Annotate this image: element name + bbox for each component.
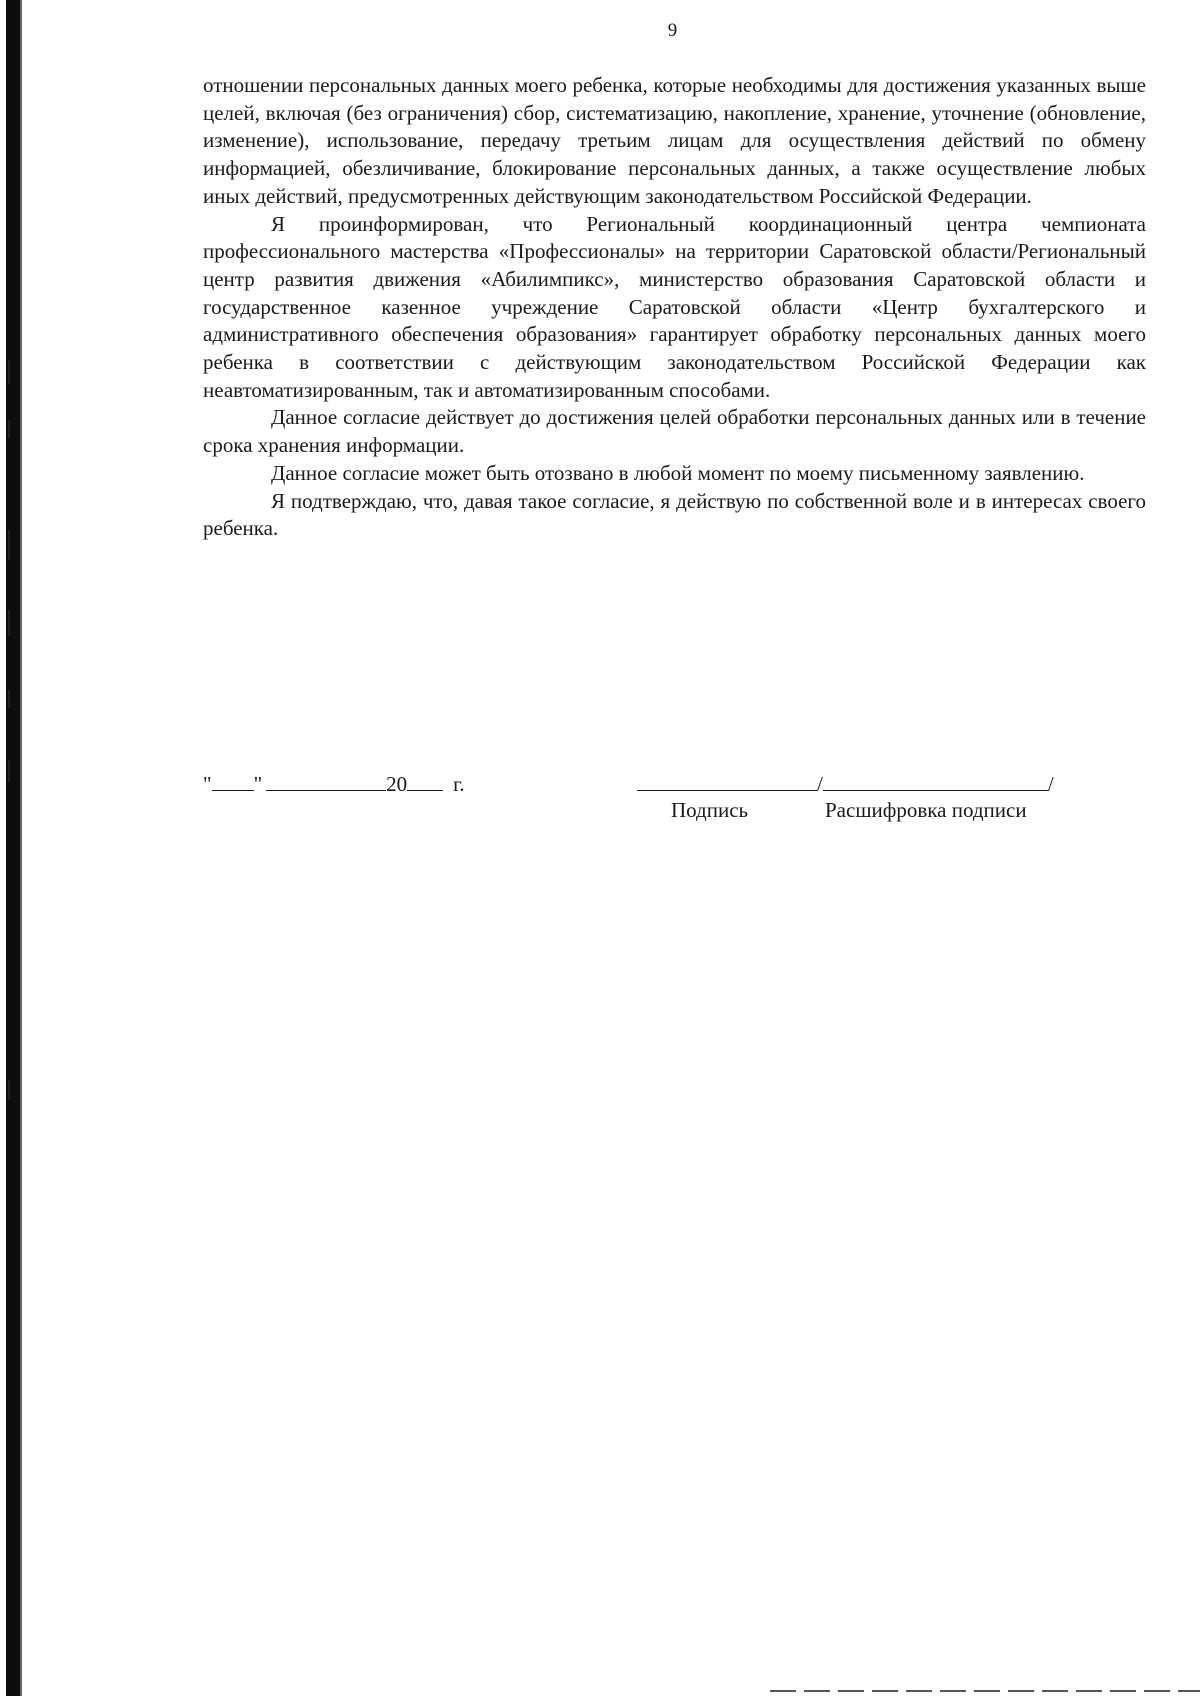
signature-blank-line[interactable] bbox=[637, 770, 817, 791]
scan-artifact-mark bbox=[8, 360, 10, 384]
paragraph-guarantee: Я проинформирован, что Региональный координационный центра чемпионата профессионального мастерства «Профессионалы» на территории Саратовской области/Региональный центр развития движения «Абилимпикс», министерство образования Саратовской области и государственное казенное учреждение Саратовской области «Центр бухгалтерского и административного обеспечения образования» гарантирует обработку персональных данных моего ребенка в соответствии с действующим законодательством Российской Федерации как неавтоматизированным, так и автоматизированным способами. bbox=[203, 211, 1146, 402]
year-blank-line[interactable] bbox=[407, 770, 443, 791]
year-suffix: г. bbox=[453, 772, 465, 796]
day-blank-line[interactable] bbox=[212, 770, 254, 791]
month-blank-line[interactable] bbox=[266, 770, 386, 791]
paragraph-confirmation: Я подтверждаю, что, давая такое согласие, я действую по собственной воле и в интересах своего ребенка. bbox=[203, 488, 1146, 541]
paragraph-validity: Данное согласие действует до достижения целей обработки персональных данных или в течение срока хранения информации. bbox=[203, 405, 1146, 458]
scan-artifact-mark bbox=[8, 610, 10, 636]
scan-artifact-mark bbox=[8, 1080, 10, 1100]
date-open-quote: " bbox=[203, 772, 212, 796]
signature-decryption-blank-line[interactable] bbox=[823, 770, 1048, 791]
signature-block bbox=[203, 770, 1146, 830]
closing-slash: / bbox=[1047, 772, 1054, 796]
scan-footer-artifact bbox=[770, 1690, 1200, 1692]
scan-edge-shadow bbox=[6, 0, 20, 1696]
paragraph-revocation: Данное согласие может быть отозвано в любой момент по моему письменному заявлению. bbox=[271, 460, 1085, 485]
scan-artifact-mark bbox=[8, 690, 10, 708]
signature-label: Подпись bbox=[671, 798, 749, 822]
signature-fields bbox=[637, 770, 1054, 797]
separator-slash: / bbox=[817, 772, 823, 796]
year-prefix: 20 bbox=[386, 772, 408, 796]
document-body bbox=[203, 72, 1146, 543]
page-number: 9 bbox=[667, 20, 678, 41]
signature-decryption-label: Расшифровка подписи bbox=[825, 798, 1027, 822]
paragraph-continuation: отношении персональных данных моего ребенка, которые необходимы для достижения указанных выше целей, включая (без ограничения) сбор, систематизацию, накопление, хранение, уточнение (обновление, изменение), использование, передачу третьим лицам для осуществления действий по обмену информацией, обезличивание, блокирование персональных данных, а также осуществление любых иных действий, предусмотренных действующим законодательством Российской Федерации. bbox=[203, 73, 1146, 208]
scan-edge-highlight bbox=[20, 0, 22, 1696]
date-close-quote: " bbox=[253, 772, 263, 796]
scan-artifact-mark bbox=[8, 760, 10, 782]
scan-artifact-mark bbox=[8, 530, 10, 560]
date-field bbox=[203, 770, 465, 797]
scan-artifact-mark bbox=[8, 420, 10, 438]
